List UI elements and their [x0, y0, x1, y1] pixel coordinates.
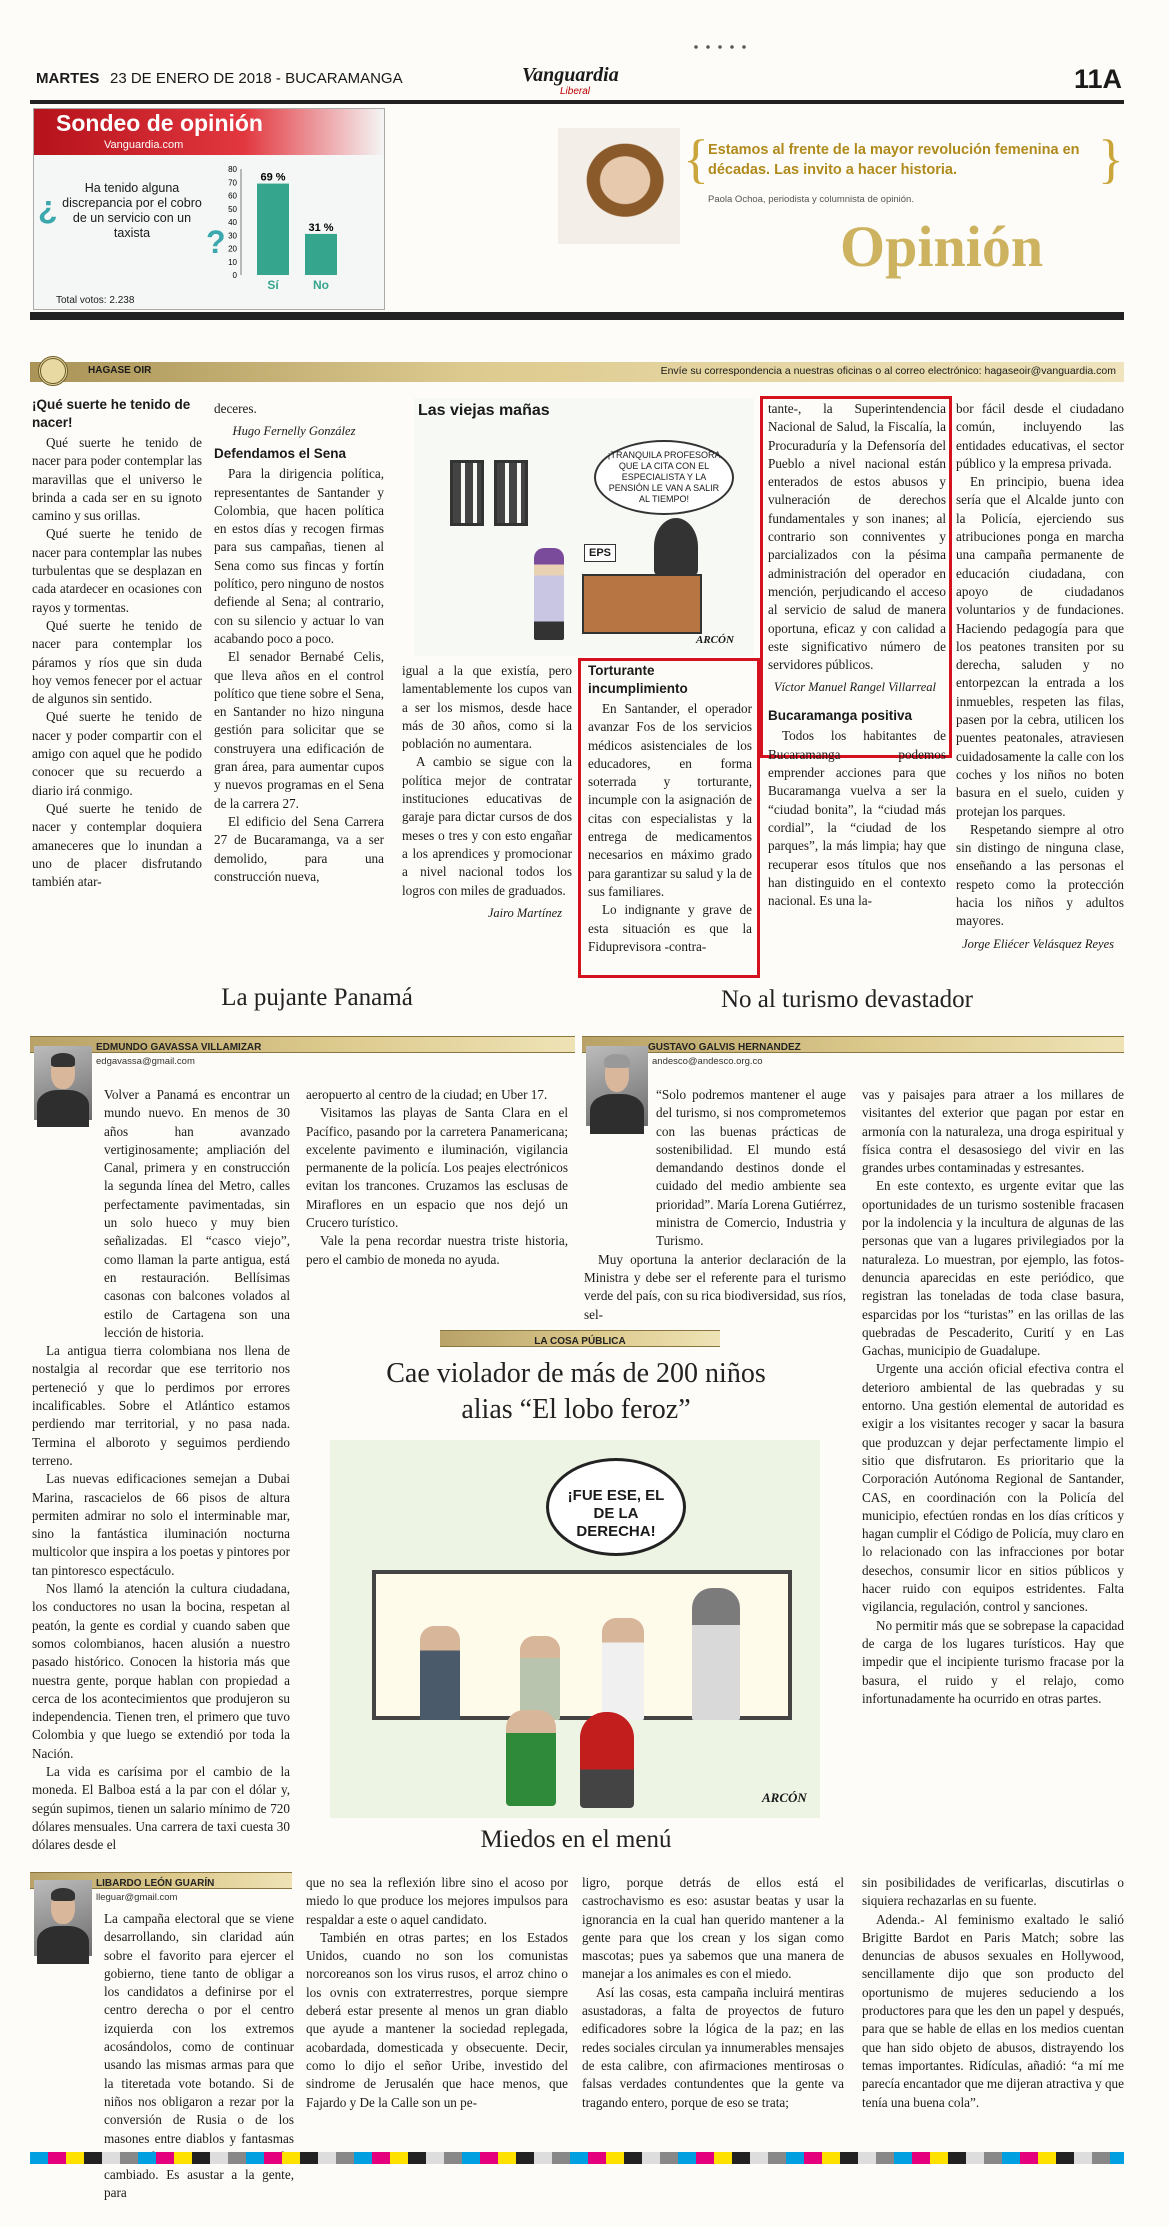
question-mark-icon: ?: [206, 224, 226, 260]
poll-total: Total votos: 2.238: [56, 295, 135, 306]
author-name: EDMUNDO GAVASSA VILLAMIZAR: [96, 1042, 262, 1053]
eps-label: EPS: [584, 544, 616, 562]
column-miedos-1: [32, 1910, 294, 2201]
column-miedos-4: [862, 1874, 1124, 2148]
letter-column-4: [588, 660, 752, 972]
headline-turismo: No al turismo devastador: [720, 986, 974, 1013]
column-para: aeropuerto al centro de la ciudad; en Uber 17.: [306, 1087, 548, 1102]
letter-para: Qué suerte he tenido de nacer y contemplar doquiera amaneceres que lo inundan a uno de placer disfrutando también atar-: [32, 800, 202, 890]
cartoon-bubble: ¡TRANQUILA PROFESORA QUE LA CITA CON EL ESPECIALISTA Y LA PENSIÓN LE VAN A SALIR AL TIEMPO!: [594, 440, 734, 515]
poll-box: [33, 108, 385, 310]
letter-para: igual a la que existía, pero lamentablemente los cupos van a ser los mismos, desde hace más de 30 años, como si la población no aumentara.: [402, 663, 572, 752]
poll-bar-value: 31 %: [308, 221, 334, 234]
column-para: Adenda.- Al feminismo exaltado le salió Brigitte Bardot en Paris Match; sobre las denuncias de abusos sexuales en Hollywood, sencillamente dijo que son producto del oportunismo de mujeres seduciendo a los productores para que les den un papel y después, para que se hable de ellas en los medios cuentan que han sido objeto de abusos, distrayendo los temas importantes. Ridículas, añadió: “a mí me parecía encantador que me dijeran atractiva y que tenía una buena cola”.: [862, 1911, 1124, 2110]
column-para: Volver a Panamá es encontrar un mundo nuevo. En menos de 30 años han avanzado vertiginosamente; ampliación del Canal, primera y en construcción la segunda línea del Metro, calles perfectamente pavimentadas, sin un solo hueco y muy bien señalizadas. El “casco viejo”, como llaman la parte antigua, está en restauración. Bellísimas casonas con balcones volados al estilo de Cartagena son una lección de historia.: [104, 1087, 290, 1340]
letter-signature: Jorge Eliécer Velásquez Reyes: [962, 936, 1114, 951]
headline-miedos: Miedos en el menú: [480, 1826, 672, 1853]
poll-category-label: No: [313, 278, 329, 292]
poll-tick-label: 70: [228, 178, 237, 188]
poll-bar: [257, 184, 289, 275]
column-turismo-1: [584, 1086, 846, 1322]
question-icon: ¿: [38, 189, 58, 225]
letter-signature: Hugo Fernelly González: [232, 424, 356, 439]
column-para: La vida es carísima por el cambio de la moneda. El Balboa está a la par con el dólar y, según supimos, tienen un salario mínimo de 720 dólares mensuales. Una carrera de taxi cuesta 30 dólares desde el: [32, 1763, 290, 1853]
poll-category-label: Sí: [267, 278, 279, 292]
cosa-label: LA COSA PÚBLICA: [534, 1336, 626, 1347]
column-miedos-2: [306, 1874, 568, 2148]
eps-desk: [582, 574, 702, 634]
letter-para: Todos los habitantes de Bucaramanga podemos emprender acciones para que Bucaramanga vuelva a ser la “ciudad bonita”, la “ciudad más cordial”, la “ciudad de los parques”, la más limpia; hay que recuperar esos títulos que nos han distinguido en el contexto nacional. Es una la-: [768, 728, 946, 909]
registration-dots: [690, 44, 750, 50]
poll-tick-label: 40: [228, 218, 237, 227]
column-para: Nos llamó la atención la cultura ciudadana, los conductores no usan la bocina, respetan al peatón, la gente es cordial y cuando saben que somos colombianos, hacen alusión a nuestro pasado histórico. Conocen la historia más que nuestra gente, porque hablan con propiedad a cerca de los acontecimientos que produjeron su independencia. Tienen tren, el primero que tuvo Colombia y que luego se extendió por toda la Nación.: [32, 1581, 290, 1761]
masthead-logo-sub: Liberal: [560, 86, 591, 97]
column-para: La campaña electoral que se viene desarrollando, sin claridad aún sobre el favorito para ejercer el gobierno, tiene tanto de obligar a los candidatos a definirse por el centro derecha o por el centro izquierda con los extremos acosándolos, como de continuar usando las mismas armas para que la titeretada vote botando. Si de niños nos obligaron a rezar por la conversión de Rusia o de los masones entre diablos y fantasmas cambiado. Es asustar a la gente, para: [104, 1911, 294, 2201]
letter-para: Qué suerte he tenido de nacer y poder compartir con el amigo con aquel que he podido conocer que su recuerdo a diario irá conmigo.: [32, 709, 202, 798]
author-bar-gavassa: [30, 1036, 575, 1053]
quote-author: Paola Ochoa, periodista y columnista de opinión.: [708, 194, 914, 205]
column-panama-2: [306, 1086, 568, 1326]
column-miedos-3: [582, 1874, 844, 2148]
column-para: Visitamos las playas de Santa Clara en el Pacífico, pasando por la carretera Panamericana; excelente pavimento e iluminación, vigilancia permanente de la policía. Los peajes electrónicos evitan los trancones. Cruzamos las esclusas de Miraflores en un espacio que nos dejó un Crucero turístico.: [306, 1105, 568, 1231]
column-para: También en otras partes; en los Estados Unidos, cuando no son los comunistas norcoreanos son los virus rusos, el arroz chino o los ovnis con extraterrestres, porque siempre deberá estar presente al menos un gran diablo que ayude a mantener la sociedad replegada, acobardada, domesticada y obsecuente. Decir, como lo dijo el señor Uribe, investido del sindrome de Jerusalén que hace menos, que Fajardo y De la Calle son un pe-: [306, 1929, 568, 2110]
letter-para: En principio, buena idea sería que el Alcalde junto con la Policía, ejerciendo sus atribuciones ponga en marcha una campaña permanente de educación ciudadana, con apoyo de ciudadanos voluntarios y de fundaciones. Haciendo pedagogía para que los peatones transiten por su derecha, saluden y no entorpezcan la entrada a los inmuebles, respeten las filas, pasen por la cebra, utilicen los puentes peatonales, atraviesen cuidadosamente la calle con los coches y los niños no boten basura en el suelo, cuiden y protejan los parques.: [956, 474, 1124, 819]
letter-para: bor fácil desde el ciudadano común, incluyendo las entidades educativas, el sector público y la empresa privada.: [956, 401, 1124, 471]
color-registration-bar: [30, 2152, 1124, 2164]
columnist-portrait: [558, 128, 680, 244]
letter-title-torturante: Torturante incumplimiento: [588, 663, 688, 696]
column-panama-1: [32, 1086, 290, 1853]
quote-text: Estamos al frente de la mayor revolución femenina en décadas. Las invito a hacer historia.: [708, 142, 1080, 178]
letter-column-5: [768, 400, 946, 972]
masthead-day: MARTES: [36, 70, 100, 87]
letter-para: Para la dirigencia política, representantes de Santander y Colombia, que hacen política en estos días y recogen firmas para sus campañas, tienen al Sena como sus fincas y fortín político, pero ninguno de nostos defiende al Sena; al contrario, con su silencio y actuar lo van acabando poco a poco.: [214, 466, 384, 646]
poll-tick-label: 60: [228, 191, 237, 201]
column-para: No permitir más que se sobrepase la capacidad de carga de los lugares turísticos. Hay que impedir que el incipiente turismo fracase por la basura, el ruido y el relajo, como infortunadamente ha ocurrido en otras partes.: [862, 1617, 1124, 1706]
page-number: 11A: [1073, 64, 1122, 94]
child-figure: [506, 1710, 556, 1806]
author-email: lleguar@gmail.com: [96, 1892, 178, 1903]
column-para: que no sea la reflexión libre sino el acoso por miedo lo que produce los mejores impulsos para respaldar a este o aquel candidato.: [306, 1875, 568, 1927]
column-para: Así las cosas, esta campaña incluirá mentiras asustadoras, a falta de proyectos de futuro edificadores sobre la lógica de la paz; en las redes sociales circulan ya innumerables mensajes de esta calibre, con afirmaciones mentirosas o falsas verdades contundentes que la gente va tragando entero, porque de eso se trata;: [582, 1984, 844, 2110]
column-para: vas y paisajes para atraer a los millares de visitantes del exterior que pagan por estar en armonía con la naturaleza, una droga espiritual y física contra el desasosiego del vivir en las grandes urbes contaminadas y estresantes.: [862, 1087, 1124, 1176]
quote-brace-right: }: [1098, 129, 1124, 189]
letter-title-suerte: ¡Qué suerte he tenido de nacer!: [32, 397, 191, 430]
column-para: Las nuevas edificaciones semejan a Dubai Marina, rascacielos de 66 pisos de altura permiten admirar no solo el interminable mar, sino la fantástica iluminación nocturna multicolor que inspira a los poetas y pintores por tan pintoresco espectáculo.: [32, 1471, 290, 1578]
cartoon-bubble: ¡FUE ESE, EL DE LA DERECHA!: [546, 1458, 686, 1556]
masthead: [30, 64, 1124, 104]
letter-para: En Santander, el operador avanzar Fos de los servicios médicos asistenciales de los educadores, en forma soterrada y torturante, incumple con la asignación de citas con especialistas y la entrega de medicamentos necesarios en máximo grado para garantizar su salud y la de sus familiares.: [588, 701, 752, 899]
wolf-figure: [692, 1588, 740, 1720]
letter-para: Lo indignante y grave de esta situación es que la Fiduprevisora -contra-: [588, 902, 752, 954]
cartoon-viejas-manas: [414, 398, 754, 656]
column-para: Urgente una acción oficial efectiva contra el deterioro ambiental de las quebradas y su entorno. Una gestión elemental de autoridad es exigir a los visitantes recoger y sacar la basura que produzcan y dejar perfectamente limpio el sitio que disfrutaron. Es prioritario que la Corporación Autónoma Regional de Santander, CAS, en coordinación con la Policía del municipio, efectúen rondas en los días críticos y hagan cumplir el Código de Policía, muy claro en lo relacionado con las infracciones por botar desechos, consumir licor en sitios públicos y hacer ruido con equipos estridentes. Falta vigilancia, regulación, control y sanciones.: [862, 1361, 1124, 1615]
poll-bar-value: 69 %: [260, 171, 286, 184]
masthead-logo: Vanguardia: [522, 64, 619, 86]
letter-para: El edificio del Sena Carrera 27 de Bucaramanga, va a ser demolido, para una construcción nueva,: [214, 813, 384, 884]
column-turismo-2: [862, 1086, 1124, 1796]
column-para: ligro, porque detrás de ellos está el castrochavismo es eso: asustar beatas y usar la ignorancia en la cual han querido mantener a la gente para que los crean y los sigan como mascotas; pues ya sabemos que una manera de manejar a los animales es con el miedo.: [582, 1875, 844, 1982]
poll-bar: [305, 234, 337, 275]
window-left: [450, 460, 484, 526]
author-email: andesco@andesco.org.co: [652, 1056, 763, 1067]
cosa-publica-bar: [440, 1330, 720, 1347]
poll-title: Sondeo de opinión: [56, 110, 263, 136]
letter-para: Respetando siempre al otro sin distingo de ninguna clase, enseñando a las personas el respeto como la protección hacia los niños y adultos mayores.: [956, 821, 1124, 929]
author-name: LIBARDO LEÓN GUARÍN: [96, 1878, 215, 1889]
headline-panama: La pujante Panamá: [221, 984, 413, 1011]
letter-title-sena: Defendamos el Sena: [214, 446, 347, 462]
headline-violador-1: Cae violador de más de 200 niños: [386, 1358, 766, 1389]
poll-header: [34, 109, 384, 155]
letter-para: El senador Bernabé Celis, que lleva años en el control político que tiene sobre el Sena, en Santander no hizo ninguna gestión para solicitar que se construyera una edificación de gran área, para aumentar cupos y nuevos programas en el Sena de la carrera 27.: [214, 649, 384, 811]
poll-tick-label: 10: [228, 257, 237, 267]
column-para: Muy oportuna la anterior declaración de la Ministra y debe ser el referente para el turismo verde del país, con su rica biodiversidad, sus ríos, sel-: [584, 1251, 846, 1322]
poll-tick-label: 50: [228, 204, 237, 214]
column-para: sin posibilidades de verificarlas, discutirlas o siquiera rechazarlas en su fuente.: [862, 1875, 1124, 1909]
letter-para: Qué suerte he tenido de nacer para poder contemplar las maravillas que el universo le brinda a cada ser en su ignoto camino y sus orillas.: [32, 435, 202, 524]
letter-column-2: [214, 400, 384, 967]
poll-bars: [257, 172, 337, 292]
cartoon-signature: ARCÓN: [696, 634, 734, 646]
letter-column-3: [402, 662, 572, 967]
suspect-figure: [602, 1618, 644, 1720]
author-email: edgavassa@gmail.com: [96, 1056, 195, 1067]
hagase-note: Envíe su correspondencia a nuestras oficinas o al correo electrónico: hagaseoir@vanguardia.com: [660, 365, 1116, 377]
column-para: “Solo podremos mantener el auge del turismo, si nos comprometemos con las buenas prácticas de sostenibilidad. El mundo está demandando destinos donde el cuidado del medio ambiente sea prioridad”. María Lorena Gutiérrez, ministra de Comercio, Industria y Turismo.: [656, 1087, 846, 1249]
poll-tick-label: 0: [232, 271, 237, 280]
suspect-figure: [520, 1636, 560, 1720]
header-rule: [30, 312, 1124, 320]
column-para: La antigua tierra colombiana nos llena de nostalgia al recordar que ese territorio nos perteneció y que lo perdimos por errores incalificables. Sobre el Atlántico estamos perdiendo mar territorial, y no pasa nada. Termina el alboroto y seguimos perdiendo terreno.: [32, 1343, 290, 1468]
poll-chart: [219, 163, 379, 295]
cartoon-lobo-feroz: [330, 1440, 820, 1818]
poll-tick-label: 80: [228, 165, 237, 174]
cartoon-title: Las viejas mañas: [418, 402, 550, 419]
hagase-label: HAGASE OIR: [88, 365, 152, 376]
hagase-bar: [30, 362, 1124, 382]
letter-para: Qué suerte he tenido de nacer para contemplar los páramos y ríos que sin duda hoy vemos fenecer por el actuar de algunos sin sentido.: [32, 617, 202, 707]
author-bar-galvis: [582, 1036, 1124, 1053]
poll-axis: [228, 165, 241, 280]
poll-tick-label: 20: [228, 244, 237, 254]
letter-column-6: [956, 400, 1124, 972]
author-name: GUSTAVO GALVIS HERNANDEZ: [648, 1042, 801, 1053]
poll-site: Vanguardia.com: [104, 139, 184, 151]
letter-para: A cambio se sigue con la política mejor de contratar instituciones educativas de garaje para dictar cursos de dos meses o tres y con esto engañar a los aprendices y promocionar a nivel nacional todos los logros con miles de graduados.: [402, 754, 572, 898]
speaker-icon: [38, 356, 68, 386]
letter-column-1: [32, 392, 202, 967]
section-title: Opinión: [840, 214, 1044, 279]
poll-tick-label: 30: [228, 231, 237, 241]
column-para: Vale la pena recordar nuestra triste historia, pero el cambio de moneda no ayuda.: [306, 1233, 568, 1267]
headline-violador-2: alias “El lobo feroz”: [461, 1394, 691, 1425]
quote-brace-left: {: [683, 129, 709, 189]
window-right: [494, 460, 528, 526]
letter-cont: deceres.: [214, 401, 257, 416]
letter-para: Qué suerte he tenido de nacer para contemplar las nubes turbulentas que se desplazan en cada atardecer en ocasiones con rayos y tormentas.: [32, 526, 202, 615]
letter-signature: Jairo Martínez: [487, 905, 562, 920]
column-para: En este contexto, es urgente evitar que las oportunidades de un turismo sostenible fracasen por la indolencia y la incultura de algunas de las personas que van a lugares privilegiados por la naturaleza. Lo muestran, por ejemplo, las fotos-denuncia aparecidas en este periódico, que registran las toneladas de toda clase basura, esparcidas por los “turistas” en las orillas de las quebradas de Pescaderito, Curití y en Las Gachas, municipio de Guadalupe.: [862, 1178, 1124, 1359]
letter-para: tante-, la Superintendencia Nacional de Salud, la Fiscalía, la Procuraduría y la Defensoría del Pueblo a nivel nacional están enterados de estos abusos y vulneración de derechos fundamentales y son inanes; al contrario son conniventes y parcializados con la pésima administración del operador en mención, perjudicando el acceso al servicio de salud de manera oportuna, eficaz y con calidad a este significativo número de servidores públicos.: [768, 401, 946, 673]
teacher-figure: [534, 548, 564, 640]
child-figure: [580, 1712, 634, 1808]
letter-title-bucaramanga: Bucaramanga positiva: [768, 708, 913, 724]
poll-question: Ha tenido alguna discrepancia por el cobro de un servicio con un taxista: [62, 181, 202, 240]
letter-signature: Víctor Manuel Rangel Villarreal: [773, 680, 936, 695]
clerk-figure: [654, 518, 698, 576]
cartoon-signature: ARCÓN: [762, 1790, 807, 1805]
suspect-figure: [420, 1626, 460, 1720]
masthead-date: 23 DE ENERO DE 2018 - BUCARAMANGA: [110, 70, 403, 87]
